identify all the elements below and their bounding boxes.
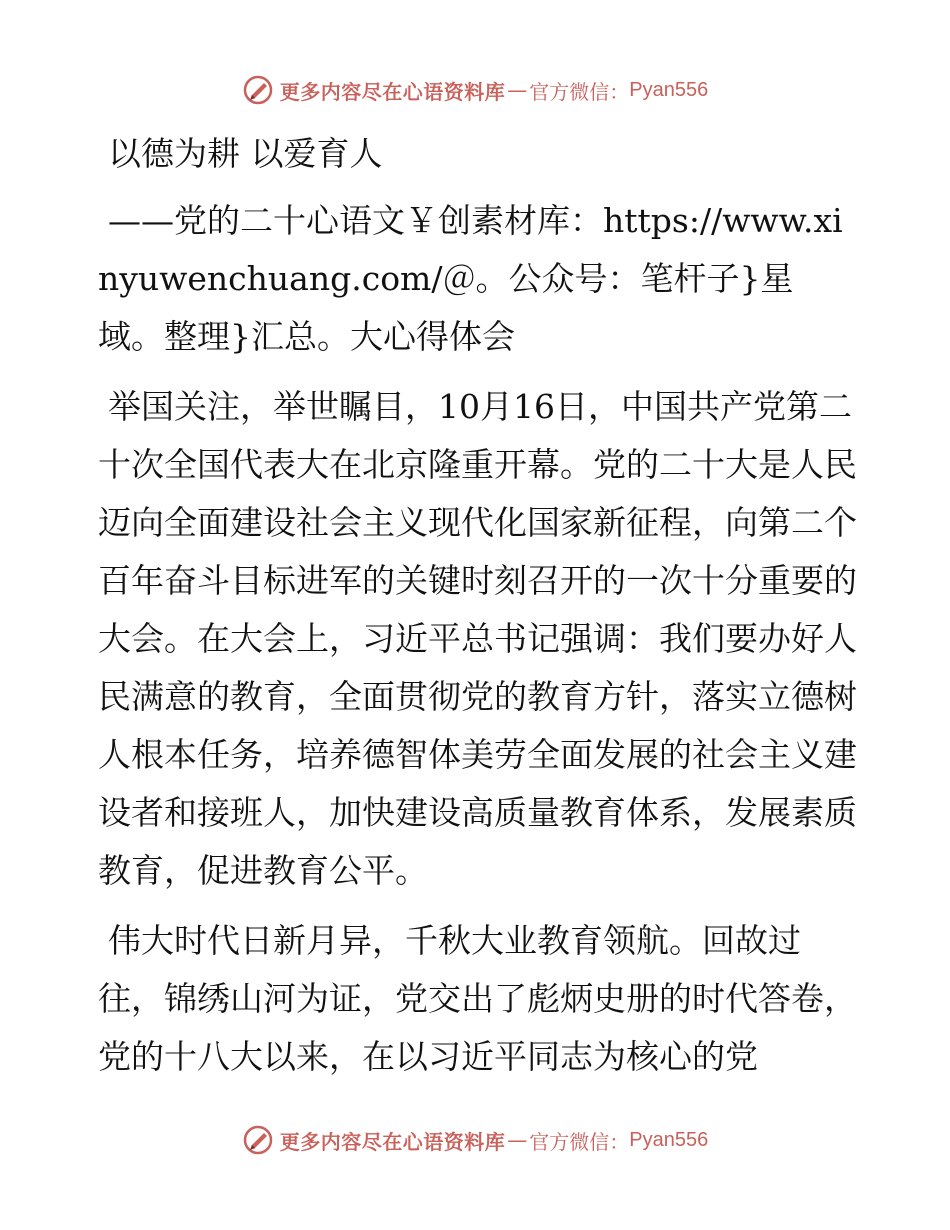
watermark-header: [0, 70, 950, 110]
article-paragraph-1: 举国关注，举世瞩目，10月16日，中国共产党第二十次全国代表大在北京隆重开幕。党的二十大是人民迈向全面建设社会主义现代化国家新征程，向第二个百年奋斗目标进军的关键时刻召开的一次十分重要的大会。在大会上，习近平总书记强调：我们要办好人民满意的教育，全面贯彻党的教育方针，落实立德树人根本任务，培养德智体美劳全面发展的社会主义建设者和接班人，加快建设高质量教育体系，发展素质教育，促进教育公平。: [98, 387, 857, 890]
pen-logo-icon: [242, 1124, 274, 1156]
watermark-footer: [0, 1120, 950, 1160]
watermark-separator: —: [507, 78, 528, 102]
watermark-text: 更多内容尽在心语资料库: [279, 79, 506, 104]
watermark-contact-id: Pyan556: [629, 78, 709, 101]
watermark-text: 更多内容尽在心语资料库: [279, 1129, 506, 1154]
watermark-contact-label: 官方微信：: [529, 1129, 630, 1154]
watermark-separator: —: [507, 1128, 528, 1152]
article-title: 以德为耕 以爱育人: [108, 134, 383, 173]
watermark-contact-id: Pyan556: [629, 1128, 709, 1151]
article-subtitle: ——党的二十心语文￥创素材库：https://www.xinyuwenchuang.com/＠。公众号：笔杆子}星域。整理}汇总。大心得体会: [98, 201, 843, 356]
article-body: [98, 118, 858, 1086]
watermark-contact-label: 官方微信：: [529, 79, 630, 104]
pen-logo-icon: [242, 74, 274, 106]
article-paragraph-2: 伟大时代日新月异，千秋大业教育领航。回故过往，锦绣山河为证，党交出了彪炳史册的时代答卷，党的十八大以来，在以习近平同志为核心的党: [98, 921, 857, 1076]
